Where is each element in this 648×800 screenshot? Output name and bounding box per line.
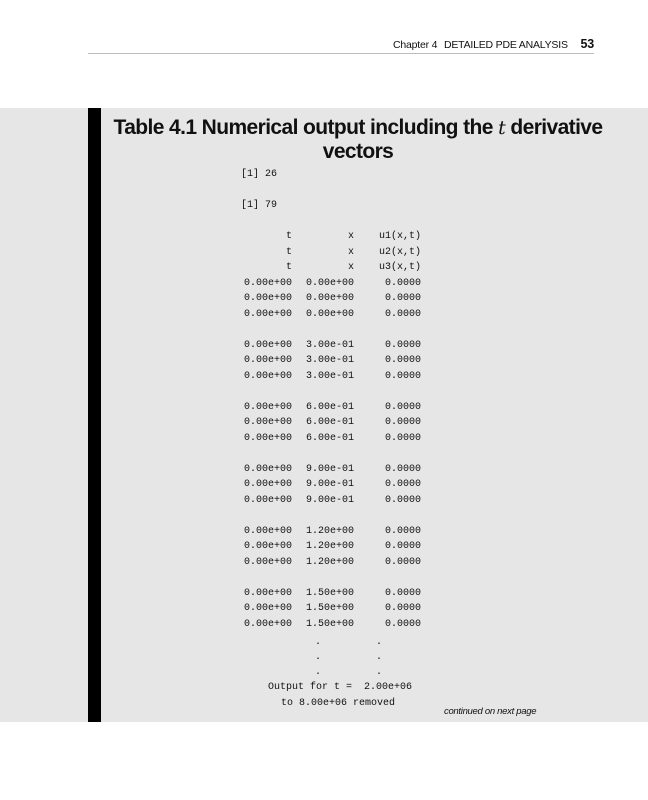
table-row <box>0 402 648 414</box>
table-cell: 6.00e-01 <box>305 432 354 444</box>
table-header-row <box>0 262 648 274</box>
running-head <box>88 37 594 53</box>
table-row <box>0 619 648 631</box>
table-cell: 1.50e+00 <box>305 603 354 614</box>
table-cell: 3.00e-01 <box>305 355 354 366</box>
table-cell: 0.0000 <box>384 355 421 366</box>
table-row <box>0 293 648 305</box>
table-cell: 0.0000 <box>384 494 421 506</box>
table-cell: 0.0000 <box>384 308 421 320</box>
table-cell: 0.0000 <box>384 556 421 568</box>
table-cell: 0.00e+00 <box>243 587 292 599</box>
table-row <box>0 371 648 383</box>
table-cell: 0.0000 <box>384 525 421 537</box>
table-cell: 1.20e+00 <box>305 556 354 568</box>
table-row <box>0 278 648 290</box>
table-cell: 0.0000 <box>384 618 421 630</box>
table-cell: u1(x,t) <box>378 231 421 242</box>
table-cell: x <box>347 262 354 273</box>
table-cell: x <box>347 246 354 258</box>
ellipsis-dot: . <box>315 652 322 663</box>
table-cell: 0.00e+00 <box>305 308 354 320</box>
ellipsis-dot: . <box>376 667 383 678</box>
table-row <box>0 433 648 445</box>
table-title <box>110 116 606 163</box>
table-title-prefix: Table 4.1 Numerical output including the <box>113 116 493 139</box>
table-row <box>0 526 648 538</box>
ellipsis-dot: . <box>376 652 383 663</box>
table-cell: 0.00e+00 <box>243 541 292 552</box>
table-cell: 0.0000 <box>384 370 421 382</box>
output-line: [1] 79 <box>241 200 278 211</box>
table-cell: 9.00e-01 <box>305 479 354 490</box>
chapter-label: Chapter 4 <box>392 39 438 51</box>
table-cell: 0.00e+00 <box>243 339 292 351</box>
table-row <box>0 355 648 367</box>
removed-note-line1: Output for t = 2.00e+06 <box>268 682 413 693</box>
table-cell: 0.0000 <box>384 603 421 614</box>
page-number: 53 <box>580 37 594 51</box>
ellipsis-dot: . <box>315 667 322 678</box>
table-cell: 0.00e+00 <box>243 401 292 413</box>
table-cell: 0.00e+00 <box>243 525 292 537</box>
table-cell: x <box>347 231 354 242</box>
continued-note: continued on next page <box>444 706 537 717</box>
table-row <box>0 464 648 476</box>
table-cell: 0.0000 <box>384 432 421 444</box>
table-cell: 6.00e-01 <box>305 417 354 428</box>
table-cell: 9.00e-01 <box>305 463 354 475</box>
output-line: [1] 26 <box>241 169 278 180</box>
table-title-suffix: derivative <box>510 116 603 139</box>
table-row <box>0 588 648 600</box>
table-row <box>0 417 648 429</box>
table-cell: 0.00e+00 <box>243 370 292 382</box>
table-cell: 3.00e-01 <box>305 370 354 382</box>
table-cell: 0.00e+00 <box>243 355 292 366</box>
header-rule <box>88 53 594 54</box>
ellipsis-dot: . <box>376 637 383 648</box>
table-cell: 0.0000 <box>384 401 421 413</box>
table-row <box>0 340 648 352</box>
removed-note-line2: to 8.00e+06 removed <box>281 698 396 709</box>
table-cell: u2(x,t) <box>378 246 421 258</box>
table-cell: 0.0000 <box>384 587 421 599</box>
table-title-line2: vectors <box>322 140 394 163</box>
table-cell: 3.00e-01 <box>305 339 354 351</box>
table-cell: 1.20e+00 <box>305 525 354 537</box>
table-cell: 0.00e+00 <box>243 277 292 289</box>
table-row <box>0 495 648 507</box>
table-cell: 0.00e+00 <box>305 277 354 289</box>
table-cell: 0.0000 <box>384 479 421 490</box>
chapter-title: DETAILED PDE ANALYSIS <box>443 39 568 51</box>
table-row <box>0 479 648 491</box>
table-cell: 0.00e+00 <box>243 479 292 490</box>
table-cell: t <box>285 262 292 273</box>
table-cell: 0.0000 <box>384 463 421 475</box>
table-cell: 0.00e+00 <box>243 308 292 320</box>
table-cell: 9.00e-01 <box>305 494 354 506</box>
table-cell: 0.00e+00 <box>243 463 292 475</box>
table-cell: 0.00e+00 <box>243 618 292 630</box>
table-cell: t <box>285 246 292 258</box>
table-cell: 1.50e+00 <box>305 618 354 630</box>
table-cell: 0.0000 <box>384 339 421 351</box>
table-cell: 0.0000 <box>384 417 421 428</box>
table-cell: 1.50e+00 <box>305 587 354 599</box>
table-cell: 0.00e+00 <box>243 293 292 304</box>
table-cell: 0.00e+00 <box>243 603 292 614</box>
table-cell: t <box>285 231 292 242</box>
table-cell: 0.00e+00 <box>243 494 292 506</box>
table-cell: 1.20e+00 <box>305 541 354 552</box>
table-cell: 0.00e+00 <box>243 432 292 444</box>
table-row <box>0 541 648 553</box>
table-cell: 0.0000 <box>384 277 421 289</box>
table-cell: 0.0000 <box>384 293 421 304</box>
table-cell: 0.00e+00 <box>243 417 292 428</box>
table-cell: 6.00e-01 <box>305 401 354 413</box>
table-cell: 0.00e+00 <box>305 293 354 304</box>
table-cell: 0.00e+00 <box>243 556 292 568</box>
table-cell: u3(x,t) <box>378 262 421 273</box>
ellipsis-dot: . <box>315 637 322 648</box>
table-header-row <box>0 247 648 259</box>
table-row <box>0 603 648 615</box>
table-header-row <box>0 231 648 243</box>
table-row <box>0 557 648 569</box>
table-title-variable: t <box>498 117 506 139</box>
table-cell: 0.0000 <box>384 541 421 552</box>
table-row <box>0 309 648 321</box>
